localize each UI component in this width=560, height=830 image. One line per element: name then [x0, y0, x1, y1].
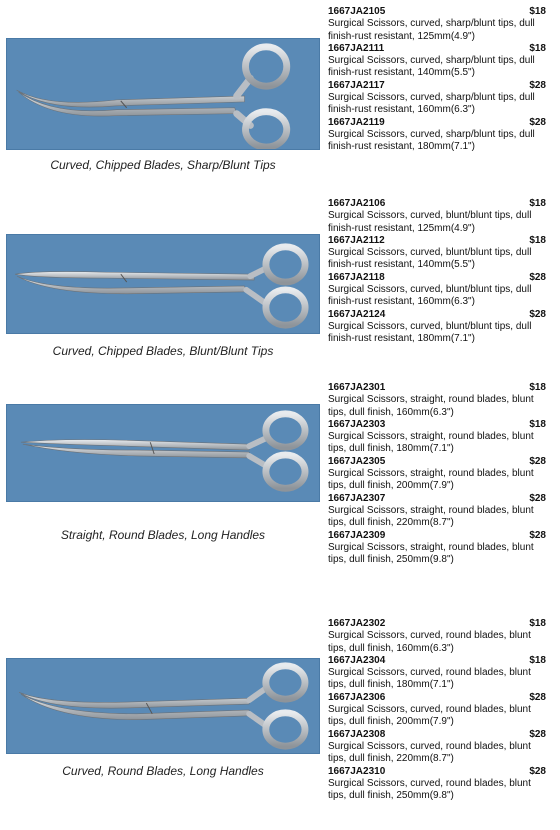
- product-sku: 1667JA2308: [328, 728, 386, 740]
- product-price: $28: [529, 492, 546, 504]
- list-item: [328, 309, 546, 346]
- product-list-2: [328, 198, 546, 346]
- list-item: [328, 272, 546, 309]
- product-sku: 1667JA2304: [328, 654, 386, 666]
- product-sku: 1667JA2306: [328, 691, 386, 703]
- product-price: $28: [529, 765, 546, 777]
- product-price: $18: [529, 618, 546, 629]
- surgical-scissors-icon: [7, 235, 319, 333]
- list-item: [328, 692, 546, 729]
- product-description: Surgical Scissors, curved, sharp/blunt tips, dull finish-rust resistant, 180mm(7.1"): [328, 128, 535, 153]
- product-sku: 1667JA2119: [328, 116, 385, 128]
- product-list-1: [328, 6, 546, 154]
- product-photo-3: [6, 404, 320, 502]
- list-item: [328, 618, 546, 655]
- product-list-4: [328, 618, 546, 802]
- product-sku: 1667JA2117: [328, 79, 385, 91]
- product-description: Surgical Scissors, curved, round blades, blunt tips, dull finish, 220mm(8.7"): [328, 740, 531, 765]
- product-description: Surgical Scissors, curved, blunt/blunt tips, dull finish-rust resistant, 125mm(4.9"): [328, 210, 532, 234]
- product-price: $28: [529, 691, 546, 703]
- product-description: Surgical Scissors, straight, round blades, blunt tips, dull finish, 250mm(9.8"): [328, 541, 534, 566]
- product-sku: 1667JA2307: [328, 492, 386, 504]
- product-description: Surgical Scissors, curved, blunt/blunt tips, dull finish-rust resistant, 160mm(6.3"): [328, 284, 532, 308]
- list-item: [328, 530, 546, 567]
- product-price: $28: [529, 529, 546, 541]
- product-price: $28: [529, 79, 546, 91]
- product-photo-4: [6, 658, 320, 754]
- product-photo-1: [6, 38, 320, 150]
- list-item: [328, 80, 546, 117]
- product-sku: 1667JA2309: [328, 529, 386, 541]
- list-item: [328, 198, 546, 235]
- product-sku: 1667JA2302: [328, 618, 386, 629]
- product-price: $28: [529, 308, 546, 320]
- list-item: [328, 382, 546, 419]
- product-sku: 1667JA2105: [328, 6, 386, 17]
- product-description: Surgical Scissors, curved, blunt/blunt tips, dull finish-rust resistant, 140mm(5.5"): [328, 247, 532, 271]
- product-description: Surgical Scissors, curved, round blades, blunt tips, dull finish, 250mm(9.8"): [328, 777, 531, 802]
- product-caption-2: Curved, Chipped Blades, Blunt/Blunt Tips: [52, 344, 274, 358]
- product-price: $28: [529, 271, 546, 283]
- product-description: Surgical Scissors, curved, sharp/blunt tips, dull finish-rust resistant, 140mm(5.5"): [328, 55, 535, 79]
- list-item: [328, 419, 546, 456]
- product-price: $18: [529, 198, 546, 209]
- product-description: Surgical Scissors, curved, round blades, blunt tips, dull finish, 200mm(7.9"): [328, 704, 531, 728]
- product-caption-3: Straight, Round Blades, Long Handles: [60, 528, 266, 542]
- product-list-3: [328, 382, 546, 566]
- product-description: Surgical Scissors, straight, round blades, blunt tips, dull finish, 160mm(6.3"): [328, 394, 534, 418]
- product-sku: 1667JA2124: [328, 308, 386, 320]
- product-sku: 1667JA2303: [328, 418, 386, 430]
- list-item: [328, 729, 546, 766]
- product-description: Surgical Scissors, curved, round blades, blunt tips, dull finish, 180mm(7.1"): [328, 667, 531, 691]
- list-item: [328, 117, 546, 154]
- list-item: [328, 43, 546, 80]
- product-sku: 1667JA2106: [328, 198, 386, 209]
- product-price: $18: [529, 382, 546, 393]
- product-caption-4: Curved, Round Blades, Long Handles: [62, 764, 264, 778]
- product-price: $18: [529, 418, 546, 430]
- product-description: Surgical Scissors, curved, sharp/blunt tips, dull finish-rust resistant, 160mm(6.3"): [328, 92, 535, 116]
- product-price: $28: [529, 728, 546, 740]
- list-item: [328, 493, 546, 530]
- product-description: Surgical Scissors, straight, round blades, blunt tips, dull finish, 180mm(7.1"): [328, 431, 534, 455]
- product-sku: 1667JA2310: [328, 765, 386, 777]
- product-sku: 1667JA2301: [328, 382, 386, 393]
- product-description: Surgical Scissors, curved, sharp/blunt tips, dull finish-rust resistant, 125mm(4.9"): [328, 18, 535, 42]
- product-description: Surgical Scissors, curved, blunt/blunt tips, dull finish-rust resistant, 180mm(7.1"): [328, 320, 532, 345]
- list-item: [328, 766, 546, 803]
- product-sku: 1667JA2111: [328, 42, 385, 54]
- product-description: Surgical Scissors, straight, round blades, blunt tips, dull finish, 200mm(7.9"): [328, 468, 534, 492]
- product-description: Surgical Scissors, straight, round blades, blunt tips, dull finish, 220mm(8.7"): [328, 504, 534, 529]
- list-item: [328, 235, 546, 272]
- product-sku: 1667JA2305: [328, 455, 386, 467]
- product-price: $28: [529, 116, 546, 128]
- product-price: $18: [529, 654, 546, 666]
- product-caption-1: Curved, Chipped Blades, Sharp/Blunt Tips: [50, 158, 276, 172]
- product-price: $18: [529, 6, 546, 17]
- list-item: [328, 655, 546, 692]
- product-price: $28: [529, 455, 546, 467]
- surgical-scissors-icon: [7, 39, 319, 149]
- product-description: Surgical Scissors, curved, round blades, blunt tips, dull finish, 160mm(6.3"): [328, 630, 531, 654]
- product-price: $18: [529, 42, 546, 54]
- list-item: [328, 456, 546, 493]
- product-photo-2: [6, 234, 320, 334]
- product-sku: 1667JA2118: [328, 271, 385, 283]
- surgical-scissors-icon: [7, 659, 319, 753]
- surgical-scissors-icon: [7, 405, 319, 501]
- product-price: $18: [529, 234, 546, 246]
- list-item: [328, 6, 546, 43]
- product-sku: 1667JA2112: [328, 234, 385, 246]
